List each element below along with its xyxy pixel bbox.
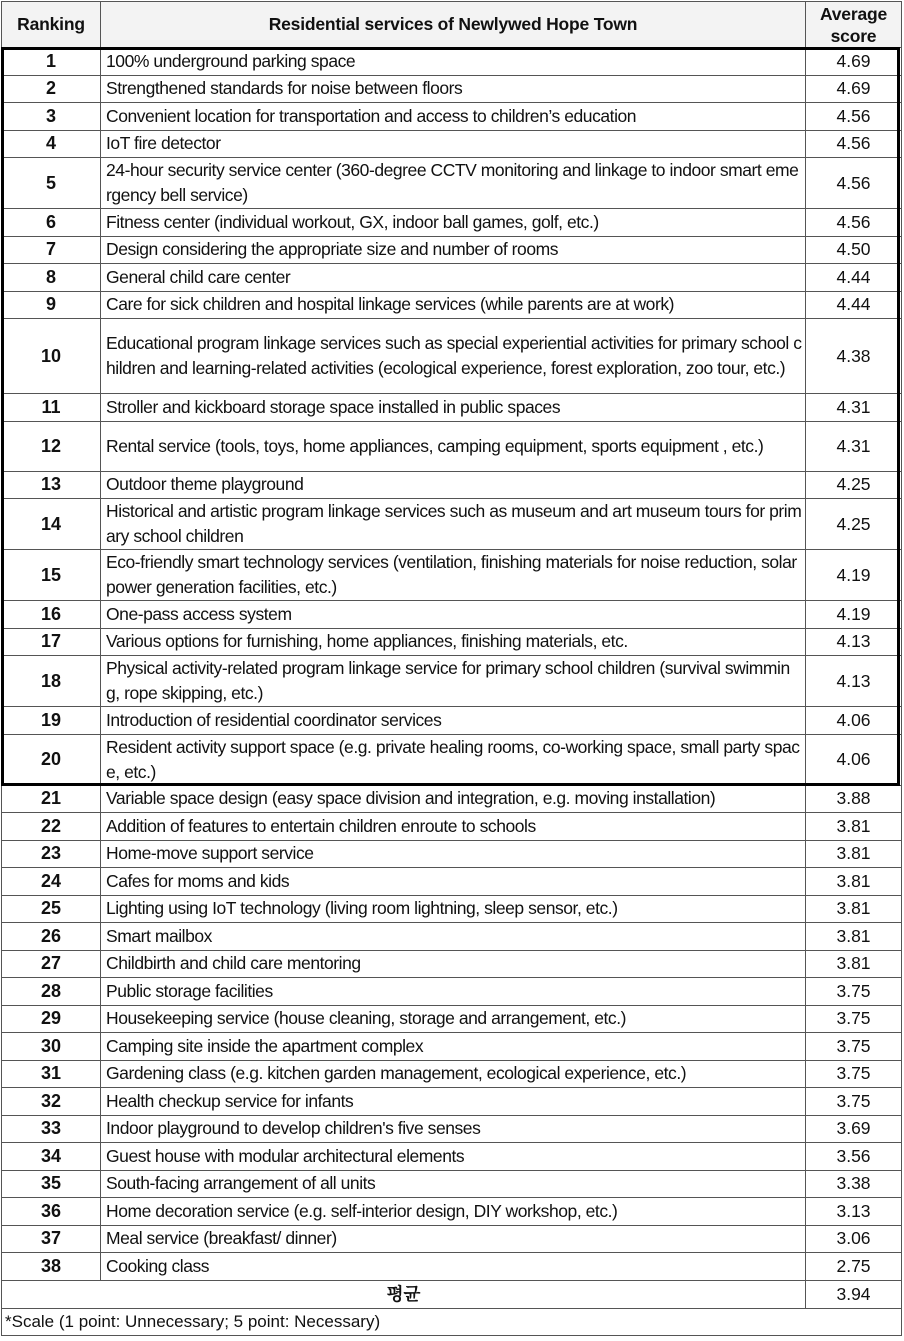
rank-cell: 14	[2, 499, 101, 550]
service-cell: Strengthened standards for noise between floors	[101, 75, 806, 103]
table-row	[2, 236, 902, 264]
table-row	[2, 656, 902, 707]
rank-cell: 17	[2, 628, 101, 656]
service-cell: Camping site inside the apartment complex	[101, 1033, 806, 1061]
score-cell: 3.75	[806, 1033, 902, 1061]
table-row	[2, 1115, 902, 1143]
score-cell: 4.31	[806, 421, 902, 471]
service-cell: Public storage facilities	[101, 978, 806, 1006]
score-cell: 3.81	[806, 923, 902, 951]
rank-cell: 22	[2, 813, 101, 841]
score-cell: 3.56	[806, 1143, 902, 1171]
table-row	[2, 550, 902, 601]
rank-cell: 27	[2, 950, 101, 978]
table-body	[2, 48, 902, 1281]
score-cell: 3.69	[806, 1115, 902, 1143]
rank-cell: 8	[2, 264, 101, 292]
service-cell: Smart mailbox	[101, 923, 806, 951]
service-cell: Eco-friendly smart technology services (ventilation, finishing materials for noise reduction, solar power generation facilities, etc.)	[101, 550, 806, 601]
rank-cell: 31	[2, 1060, 101, 1088]
table-row	[2, 785, 902, 813]
header-score: Average score	[806, 2, 902, 48]
service-cell: Home-move support service	[101, 840, 806, 868]
table-row	[2, 813, 902, 841]
table-row	[2, 1198, 902, 1226]
service-cell: Care for sick children and hospital linkage services (while parents are at work)	[101, 291, 806, 319]
average-label: 평균	[2, 1280, 806, 1308]
table-row	[2, 978, 902, 1006]
service-cell: Cafes for moms and kids	[101, 868, 806, 896]
score-cell: 4.50	[806, 236, 902, 264]
score-cell: 4.13	[806, 656, 902, 707]
service-cell: Guest house with modular architectural elements	[101, 1143, 806, 1171]
service-cell: Resident activity support space (e.g. private healing rooms, co-working space, small party space, etc.)	[101, 734, 806, 785]
service-cell: Convenient location for transportation and access to children’s education	[101, 103, 806, 131]
score-cell: 4.31	[806, 394, 902, 422]
rank-cell: 35	[2, 1170, 101, 1198]
table-row	[2, 48, 902, 76]
rank-cell: 24	[2, 868, 101, 896]
service-cell: Educational program linkage services such as special experiential activities for primary school children and learning-related activities (ecological experience, forest exploration, zoo tour, etc.)	[101, 319, 806, 394]
rank-cell: 5	[2, 158, 101, 209]
table-row	[2, 264, 902, 292]
service-cell: Health checkup service for infants	[101, 1088, 806, 1116]
table-row	[2, 1005, 902, 1033]
service-cell: Meal service (breakfast/ dinner)	[101, 1225, 806, 1253]
rank-cell: 1	[2, 48, 101, 76]
service-cell: One-pass access system	[101, 601, 806, 629]
score-cell: 4.56	[806, 209, 902, 237]
service-cell: Stroller and kickboard storage space installed in public spaces	[101, 394, 806, 422]
table-row	[2, 1060, 902, 1088]
service-cell: 24-hour security service center (360-degree CCTV monitoring and linkage to indoor smart emergency bell service)	[101, 158, 806, 209]
score-cell: 4.56	[806, 103, 902, 131]
rank-cell: 15	[2, 550, 101, 601]
average-row	[2, 1280, 902, 1308]
table-row	[2, 103, 902, 131]
service-cell: Outdoor theme playground	[101, 471, 806, 499]
score-cell: 4.25	[806, 471, 902, 499]
average-score: 3.94	[806, 1280, 902, 1308]
table-row	[2, 1253, 902, 1281]
header-service: Residential services of Newlywed Hope Town	[101, 2, 806, 48]
score-cell: 3.75	[806, 1060, 902, 1088]
header-row	[2, 2, 902, 48]
table-row	[2, 950, 902, 978]
rank-cell: 3	[2, 103, 101, 131]
rank-cell: 2	[2, 75, 101, 103]
score-cell: 4.56	[806, 158, 902, 209]
service-cell: Physical activity-related program linkage service for primary school children (survival swimming, rope skipping, etc.)	[101, 656, 806, 707]
rank-cell: 21	[2, 785, 101, 813]
table-row	[2, 1143, 902, 1171]
service-cell: Rental service (tools, toys, home appliances, camping equipment, sports equipment , etc.)	[101, 421, 806, 471]
service-cell: Lighting using IoT technology (living room lightning, sleep sensor, etc.)	[101, 895, 806, 923]
score-cell: 4.44	[806, 264, 902, 292]
score-cell: 3.88	[806, 785, 902, 813]
score-cell: 4.44	[806, 291, 902, 319]
service-cell: Childbirth and child care mentoring	[101, 950, 806, 978]
service-cell: General child care center	[101, 264, 806, 292]
service-cell: Housekeeping service (house cleaning, storage and arrangement, etc.)	[101, 1005, 806, 1033]
service-cell: South-facing arrangement of all units	[101, 1170, 806, 1198]
table-row	[2, 1225, 902, 1253]
service-cell: Indoor playground to develop children's five senses	[101, 1115, 806, 1143]
rank-cell: 7	[2, 236, 101, 264]
table-row	[2, 1088, 902, 1116]
rank-cell: 34	[2, 1143, 101, 1171]
table-row	[2, 319, 902, 394]
score-cell: 4.13	[806, 628, 902, 656]
service-cell: Gardening class (e.g. kitchen garden management, ecological experience, etc.)	[101, 1060, 806, 1088]
service-cell: Design considering the appropriate size and number of rooms	[101, 236, 806, 264]
table-row	[2, 840, 902, 868]
rank-cell: 28	[2, 978, 101, 1006]
score-cell: 3.75	[806, 1005, 902, 1033]
rank-cell: 33	[2, 1115, 101, 1143]
rank-cell: 11	[2, 394, 101, 422]
ranking-table	[1, 1, 902, 1336]
score-cell: 3.81	[806, 895, 902, 923]
score-cell: 2.75	[806, 1253, 902, 1281]
score-cell: 4.25	[806, 499, 902, 550]
table-row	[2, 471, 902, 499]
footnote-row	[2, 1308, 902, 1335]
table-row	[2, 707, 902, 735]
rank-cell: 29	[2, 1005, 101, 1033]
score-cell: 3.81	[806, 950, 902, 978]
score-cell: 4.69	[806, 48, 902, 76]
score-cell: 3.38	[806, 1170, 902, 1198]
score-cell: 4.06	[806, 707, 902, 735]
score-cell: 4.06	[806, 734, 902, 785]
rank-cell: 16	[2, 601, 101, 629]
scale-footnote: *Scale (1 point: Unnecessary; 5 point: Necessary)	[2, 1308, 902, 1335]
score-cell: 3.06	[806, 1225, 902, 1253]
table-row	[2, 1033, 902, 1061]
score-cell: 3.75	[806, 978, 902, 1006]
table-row	[2, 734, 902, 785]
table-row	[2, 923, 902, 951]
table-row	[2, 1170, 902, 1198]
score-cell: 3.81	[806, 868, 902, 896]
table-row	[2, 158, 902, 209]
header-ranking: Ranking	[2, 2, 101, 48]
table-row	[2, 601, 902, 629]
table-row	[2, 394, 902, 422]
rank-cell: 26	[2, 923, 101, 951]
service-cell: Fitness center (individual workout, GX, indoor ball games, golf, etc.)	[101, 209, 806, 237]
service-cell: IoT fire detector	[101, 130, 806, 158]
rank-cell: 37	[2, 1225, 101, 1253]
rank-cell: 19	[2, 707, 101, 735]
rank-cell: 4	[2, 130, 101, 158]
service-cell: 100% underground parking space	[101, 48, 806, 76]
rank-cell: 38	[2, 1253, 101, 1281]
score-cell: 4.38	[806, 319, 902, 394]
rank-cell: 20	[2, 734, 101, 785]
score-cell: 3.81	[806, 840, 902, 868]
service-cell: Cooking class	[101, 1253, 806, 1281]
rank-cell: 25	[2, 895, 101, 923]
service-cell: Various options for furnishing, home appliances, finishing materials, etc.	[101, 628, 806, 656]
score-cell: 4.19	[806, 601, 902, 629]
rank-cell: 6	[2, 209, 101, 237]
score-cell: 3.13	[806, 1198, 902, 1226]
table-row	[2, 75, 902, 103]
table-row	[2, 499, 902, 550]
rank-cell: 18	[2, 656, 101, 707]
rank-cell: 36	[2, 1198, 101, 1226]
table-row	[2, 130, 902, 158]
score-cell: 4.19	[806, 550, 902, 601]
score-cell: 3.81	[806, 813, 902, 841]
table-row	[2, 868, 902, 896]
service-cell: Addition of features to entertain children enroute to schools	[101, 813, 806, 841]
score-cell: 3.75	[806, 1088, 902, 1116]
table-row	[2, 209, 902, 237]
rank-cell: 13	[2, 471, 101, 499]
service-cell: Variable space design (easy space division and integration, e.g. moving installation)	[101, 785, 806, 813]
table-row	[2, 628, 902, 656]
rank-cell: 23	[2, 840, 101, 868]
rank-cell: 9	[2, 291, 101, 319]
service-cell: Home decoration service (e.g. self-interior design, DIY workshop, etc.)	[101, 1198, 806, 1226]
rank-cell: 10	[2, 319, 101, 394]
score-cell: 4.56	[806, 130, 902, 158]
service-cell: Introduction of residential coordinator services	[101, 707, 806, 735]
rank-cell: 32	[2, 1088, 101, 1116]
service-cell: Historical and artistic program linkage services such as museum and art museum tours for primary school children	[101, 499, 806, 550]
table-row	[2, 421, 902, 471]
rank-cell: 12	[2, 421, 101, 471]
table-row	[2, 291, 902, 319]
rank-cell: 30	[2, 1033, 101, 1061]
score-cell: 4.69	[806, 75, 902, 103]
table-row	[2, 895, 902, 923]
